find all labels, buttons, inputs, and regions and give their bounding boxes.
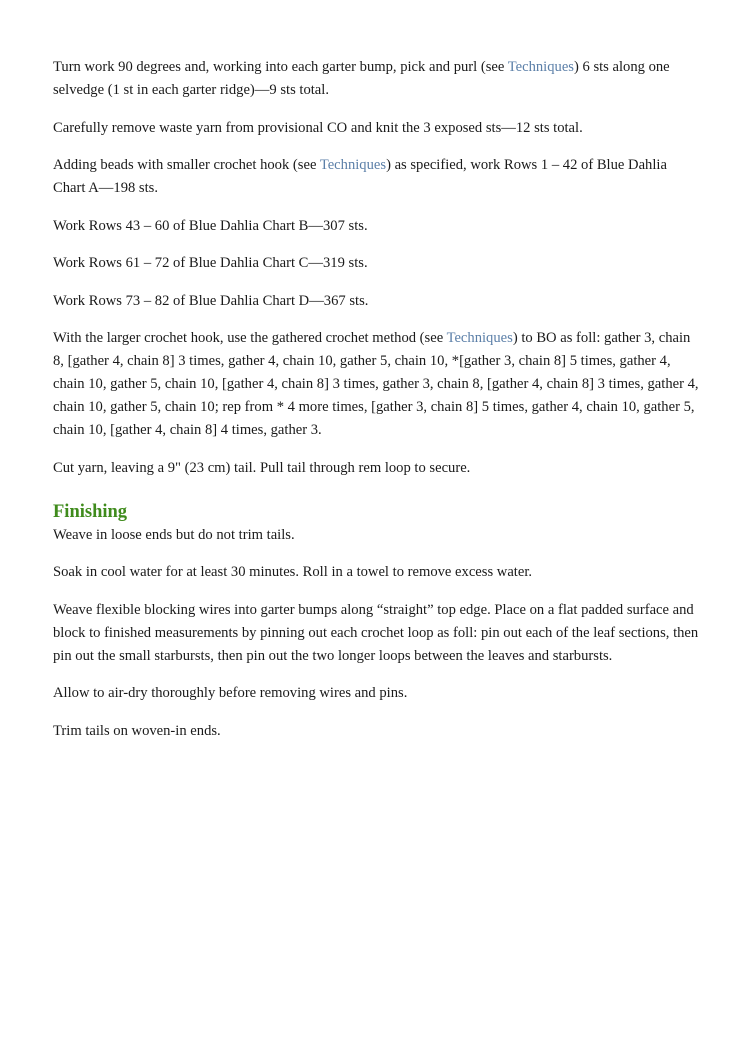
paragraph-soak: Soak in cool water for at least 30 minutes. Roll in a towel to remove excess water. — [53, 564, 533, 580]
paragraph-pick-and-purl: Turn work 90 degrees and, working into each garter bump, pick and purl (see Techniques) 6 sts along one selvedge (1 st in each garter ridge)—9 sts total. — [53, 59, 670, 98]
paragraph-remove-waste-yarn: Carefully remove waste yarn from provisional CO and knit the 3 exposed sts—12 sts total. — [53, 119, 583, 136]
paragraph-cut-yarn: Cut yarn, leaving a 9" (23 cm) tail. Pull tail through rem loop to secure. — [53, 459, 471, 476]
document-body — [53, 56, 701, 757]
paragraph-air-dry: Allow to air-dry thoroughly before removing wires and pins. — [53, 685, 408, 701]
paragraph-bind-off: With the larger crochet hook, use the gathered crochet method (see Techniques) to BO as foll: gather 3, chain 8, [gather 4, chain 8] 3 times, gather 4, chain 10, gather 5, chain 10, *[gather 3, chain 8] 5 times, gather 4, chain 10, gather 5, chain 10, [gather 4, chain 8] 3 times, gather 3, chain 8, [gather 4, chain 8] 3 times, gather 4, chain 10, gather 5, chain 10; rep from * 4 more times, [gather 3, chain 8] 5 times, gather 4, chain 10, gather 5, chain 10, [gather 4, chain 8] 4 times, gather 3. — [53, 330, 699, 438]
techniques-link[interactable]: Techniques — [507, 59, 574, 75]
paragraph-chart-b: Work Rows 43 – 60 of Blue Dahlia Chart B—307 sts. — [53, 217, 368, 234]
finishing-heading: Finishing — [53, 501, 128, 522]
paragraph-blocking-wires: Weave flexible blocking wires into garter bumps along “straight” top edge. Place on a flat padded surface and block to finished measurements by pinning out each crochet loop as foll: pin out each of the leaf sections, then pin out the small starbursts, then pin out the two longer loops between the leaves and starbursts. — [53, 601, 699, 664]
techniques-link[interactable]: Techniques — [319, 157, 387, 173]
paragraph-trim-tails: Trim tails on woven-in ends. — [53, 722, 221, 739]
paragraph-chart-a: Adding beads with smaller crochet hook (see Techniques) as specified, work Rows 1 – 42 of Blue Dahlia Chart A—198 sts. — [53, 157, 667, 196]
paragraph-chart-c: Work Rows 61 – 72 of Blue Dahlia Chart C—319 sts. — [53, 255, 368, 271]
techniques-link[interactable]: Techniques — [446, 330, 513, 346]
paragraph-weave-ends: Weave in loose ends but do not trim tails. — [53, 526, 295, 543]
paragraph-chart-d: Work Rows 73 – 82 of Blue Dahlia Chart D—367 sts. — [53, 292, 369, 309]
